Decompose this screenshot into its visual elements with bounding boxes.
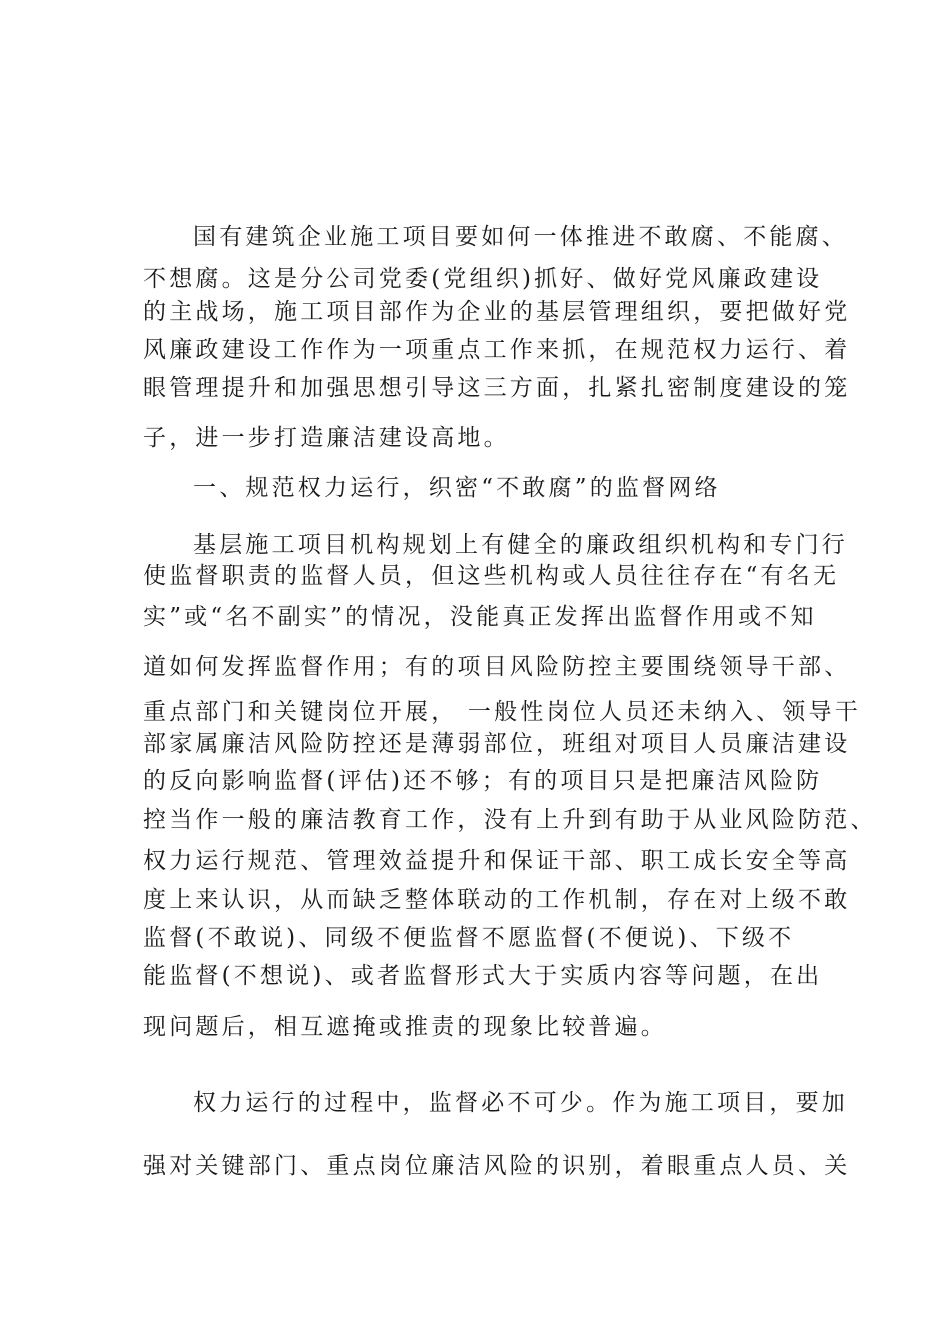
problem-line-13: 现问题后，相互遮掩或推责的现象比较普遍。 [143,1014,667,1040]
problem-line-8: 控当作一般的廉洁教育工作，没有上升到有助于从业风险防范、 [143,807,877,833]
section-heading: 一、规范权力运行，织密“不敢腐”的监督网络 [193,475,721,501]
problem-line-12: 能监督(不想说)、或者监督形式大于实质内容等问题，在出 [143,963,823,989]
problem-line-9: 权力运行规范、管理效益提升和保证干部、职工成长安全等高 [143,848,851,874]
problem-line-4: 道如何发挥监督作用；有的项目风险防控主要围绕领导干部、 [143,654,851,680]
problem-line-5: 重点部门和关键岗位开展， 一般性岗位人员还未纳入、领导干 [143,699,861,725]
problem-line-7: 的反向影响监督(评估)还不够；有的项目只是把廉洁风险防 [143,768,823,794]
supervision-line-1: 权力运行的过程中，监督必不可少。作为施工项目，要加 [193,1090,848,1116]
intro-line-6: 子，进一步打造廉洁建设高地。 [143,425,510,451]
problem-line-3: 实”或“名不副实”的情况，没能真正发挥出监督作用或不知 [143,604,817,630]
problem-line-10: 度上来认识，从而缺乏整体联动的工作机制，存在对上级不敢 [143,887,851,913]
problem-line-1: 基层施工项目机构规划上有健全的廉政组织机构和专门行 [193,532,848,558]
intro-line-1: 国有建筑企业施工项目要如何一体推进不敢腐、不能腐、 [193,224,848,250]
intro-line-3: 的主战场，施工项目部作为企业的基层管理组织，要把做好党 [143,299,851,325]
problem-line-6: 部家属廉洁风险防控还是薄弱部位，班组对项目人员廉洁建设 [143,731,851,757]
intro-line-5: 眼管理提升和加强思想引导这三方面，扎紧扎密制度建设的笼 [143,375,851,401]
intro-line-4: 风廉政建设工作作为一项重点工作来抓，在规范权力运行、着 [143,337,851,363]
problem-line-11: 监督(不敢说)、同级不便监督不愿监督(不便说)、下级不 [143,925,795,951]
problem-line-2: 使监督职责的监督人员，但这些机构或人员往往存在“有名无 [143,563,840,589]
supervision-line-2: 强对关键部门、重点岗位廉洁风险的识别，着眼重点人员、关 [143,1153,851,1179]
intro-line-2: 不想腐。这是分公司党委(党组织)抓好、做好党风廉政建设 [143,266,823,292]
